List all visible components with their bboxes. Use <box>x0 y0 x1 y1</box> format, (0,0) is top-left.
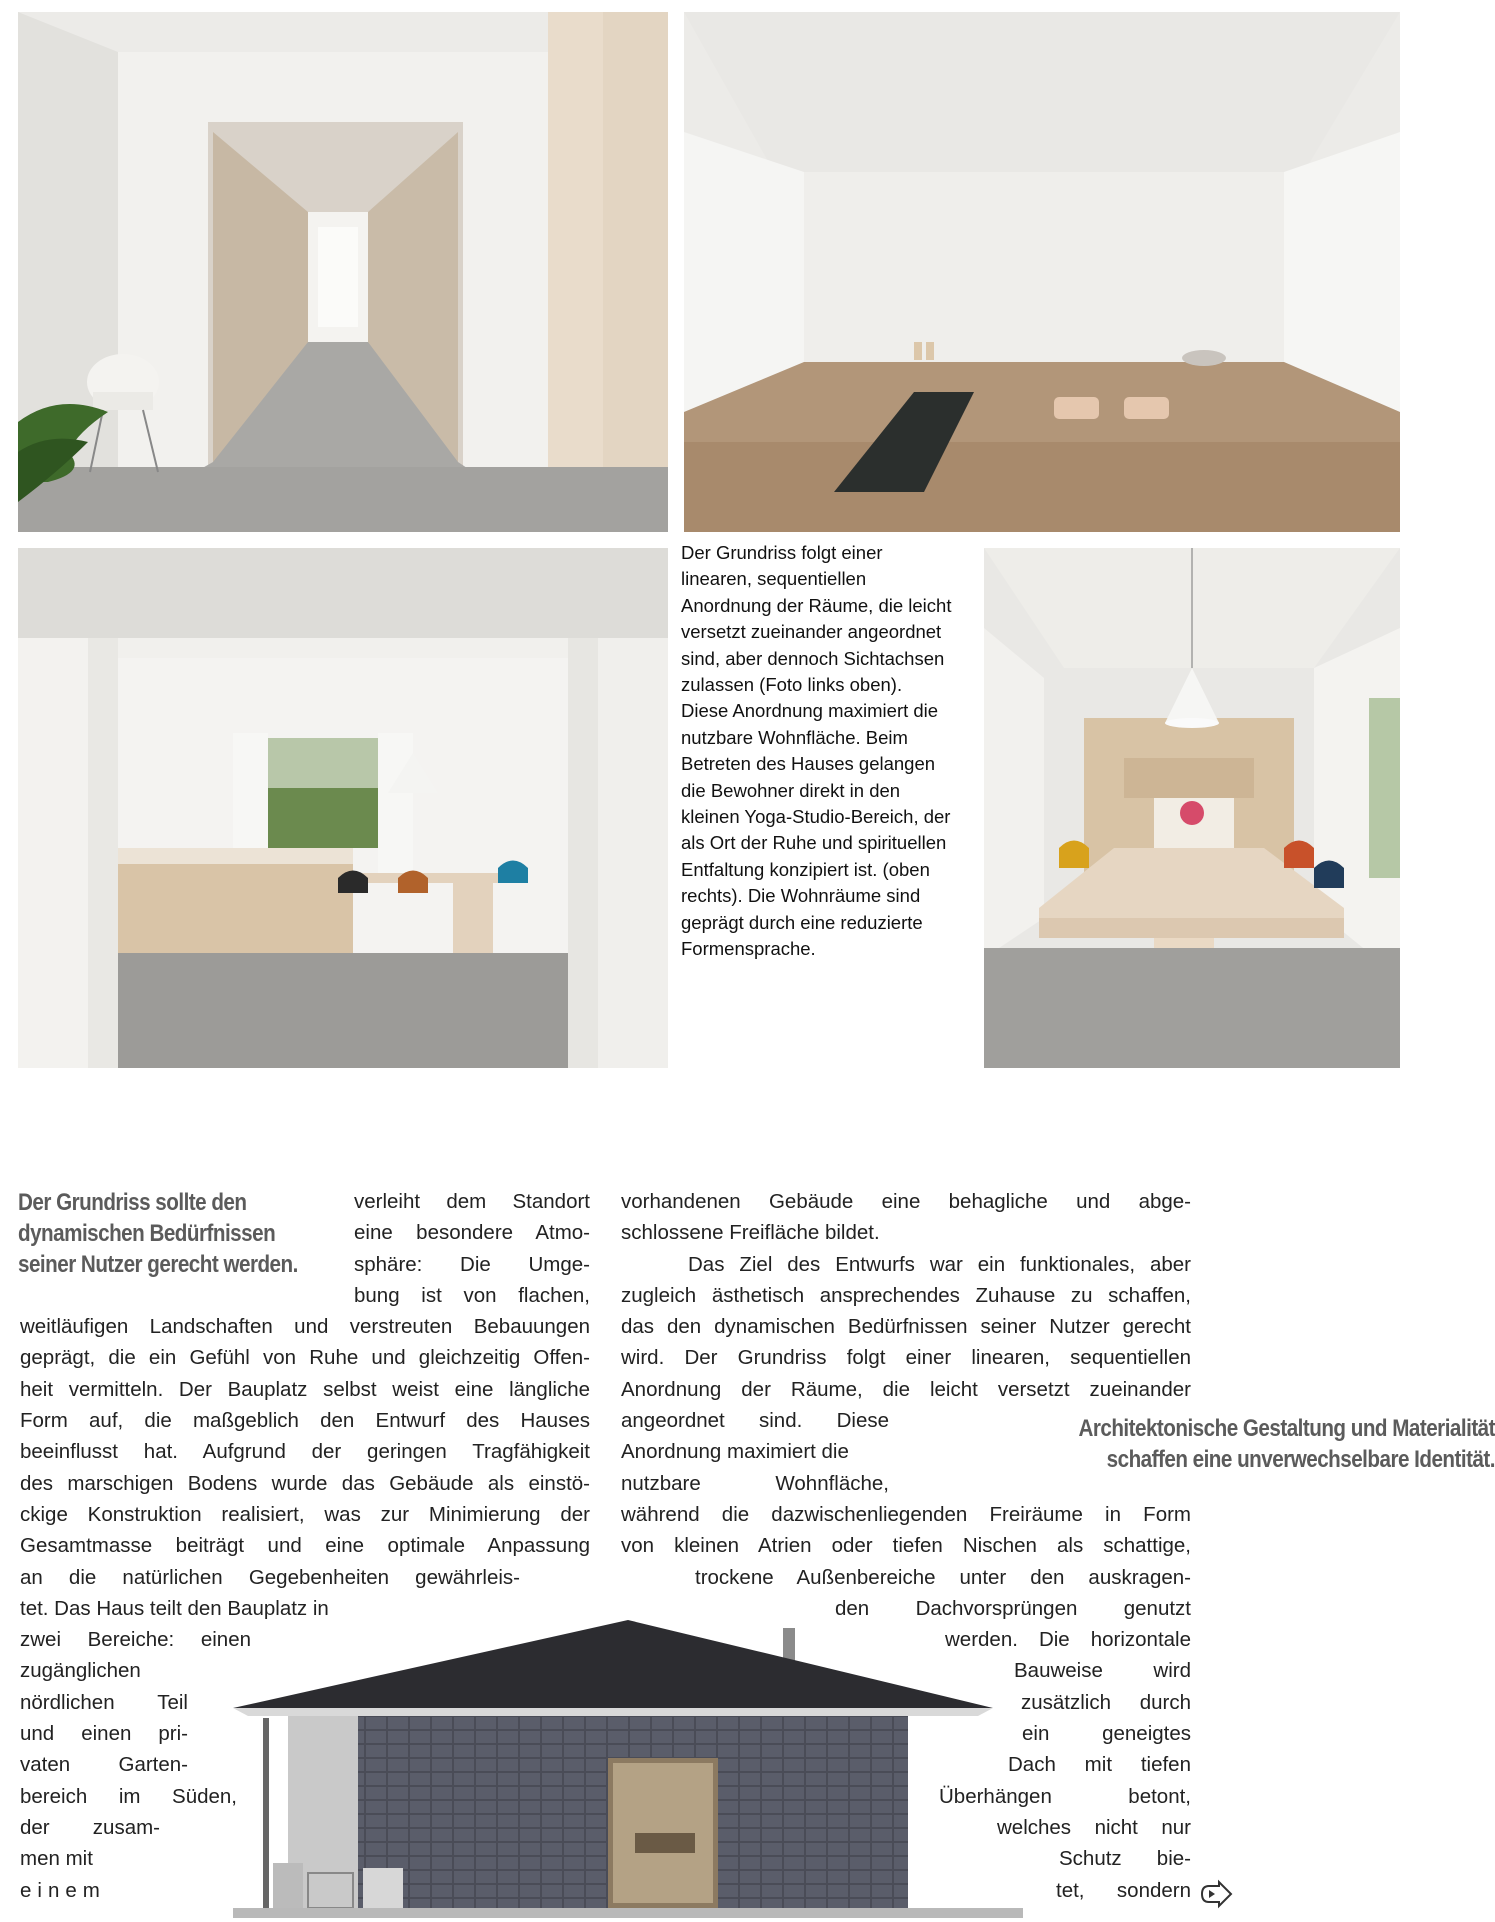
text-line: Anordnung maximiert die <box>621 1440 849 1464</box>
text-line: zusätzlich durch <box>1021 1690 1191 1714</box>
text-line: angeordnet sind. Diese <box>621 1409 889 1433</box>
text-line: geprägt, die ein Gefühl von Ruhe und gleichzeitig Offen- <box>20 1346 590 1370</box>
text-line: bereich im Süden, <box>20 1784 237 1808</box>
house-illustration <box>233 1618 1023 1918</box>
text-line: den Dachvorsprüngen genutzt <box>835 1596 1191 1620</box>
text-line: zugleich ästhetisch ansprechendes Zuhause zu schaffen, <box>621 1283 1191 1307</box>
heading-line: dynamischen Bedürfnissen <box>18 1220 276 1247</box>
text-line: an die natürlichen Gegebenheiten gewährleis- <box>20 1565 520 1589</box>
text-line: von kleinen Atrien oder tiefen Nischen als schattige, <box>621 1534 1191 1558</box>
text-line: nördlichen Teil <box>20 1690 188 1714</box>
text-line: tet. Das Haus teilt den Bauplatz in <box>20 1596 329 1620</box>
text-line: während die dazwischenliegenden Freiräume in Form <box>621 1502 1191 1526</box>
text-line: ein geneigtes <box>1022 1722 1191 1746</box>
text-line: trockene Außenbereiche unter den auskragen- <box>695 1565 1191 1589</box>
heading-line: Architektonische Gestaltung und Materialität <box>1078 1415 1495 1442</box>
text-line: und einen pri- <box>20 1722 188 1746</box>
text-line: Dach mit tiefen <box>1008 1753 1191 1777</box>
text-line: tet, sondern <box>1056 1878 1191 1902</box>
text-line: Das Ziel des Entwurfs war ein funktionales, aber <box>688 1252 1191 1276</box>
text-line: ckige Konstruktion realisiert, was zur Minimierung der <box>20 1502 590 1526</box>
text-line: bung ist von flachen, <box>354 1283 590 1307</box>
text-line: vaten Garten- <box>20 1753 188 1777</box>
photo-living-room <box>18 548 668 1068</box>
text-line: beeinflusst hat. Aufgrund der geringen Tragfähigkeit <box>20 1440 590 1464</box>
text-line: welches nicht nur <box>997 1815 1191 1839</box>
text-line: zwei Bereiche: einen <box>20 1628 251 1652</box>
text-line: men mit <box>20 1847 93 1871</box>
photo-corridor <box>18 12 668 532</box>
text-line: der zusam- <box>20 1815 160 1839</box>
text-line: zugänglichen <box>20 1659 141 1683</box>
text-line: Gesamtmasse beiträgt und eine optimale Anpassung <box>20 1534 590 1558</box>
text-line: das den dynamischen Bedürfnissen seiner Nutzer gerecht <box>621 1315 1191 1339</box>
text-line: wird. Der Grundriss folgt einer linearen, sequentiellen <box>621 1346 1191 1370</box>
photo-yoga-studio <box>684 12 1400 532</box>
text-line: verleiht dem Standort <box>354 1190 590 1213</box>
text-line: werden. Die horizontale <box>945 1628 1191 1652</box>
text-line: Schutz bie- <box>1059 1847 1191 1871</box>
text-line: weitläufigen Landschaften und verstreuten Bebauungen <box>20 1315 590 1339</box>
text-line: des marschigen Bodens wurde das Gebäude als einstö- <box>20 1471 590 1495</box>
text-line: eine besondere Atmo- <box>354 1221 590 1245</box>
photo-dining-table <box>984 548 1400 1068</box>
heading-line: schaffen eine unverwechselbare Identität. <box>1106 1446 1495 1473</box>
text-line: Überhängen betont, <box>939 1784 1191 1808</box>
arrow-right-icon <box>1199 1881 1233 1907</box>
text-line: heit vermitteln. Der Bauplatz selbst weist eine längliche <box>20 1377 590 1401</box>
text-line: Bauweise wird <box>1014 1659 1191 1683</box>
heading-line: seiner Nutzer gerecht werden. <box>18 1251 298 1278</box>
heading-line: Der Grundriss sollte den <box>18 1189 247 1216</box>
text-line: Anordnung der Räume, die leicht versetzt zueinander <box>621 1377 1191 1401</box>
caption-text: Der Grundriss folgt einer linearen, sequentiellen Anordnung der Räume, die leicht versetzt zueinander angeordnet sind, aber dennoch Sichtachsen zulassen (Foto links oben). Diese Anordnung maximiert die nutzbare Wohnfläche. Beim Betreten des Hauses gelangen die Bewohner direkt in den kleinen Yoga-Studio-Bereich, der als Ort der Ruhe und spirituellen Entfaltung konzipiert ist. (oben rechts). Die Wohnräume sind geprägt durch eine reduzierte Formensprache. <box>681 542 952 960</box>
photo-caption <box>681 540 953 963</box>
text-line: Form auf, die maßgeblich den Entwurf des Hauses <box>20 1409 590 1433</box>
text-line: schlossene Freifläche bildet. <box>621 1221 880 1245</box>
text-line: einem <box>20 1878 106 1902</box>
text-line: vorhandenen Gebäude eine behagliche und abge- <box>621 1190 1191 1213</box>
text-line: sphäre: Die Umge- <box>354 1252 590 1276</box>
text-line: nutzbare Wohnfläche, <box>621 1471 889 1495</box>
